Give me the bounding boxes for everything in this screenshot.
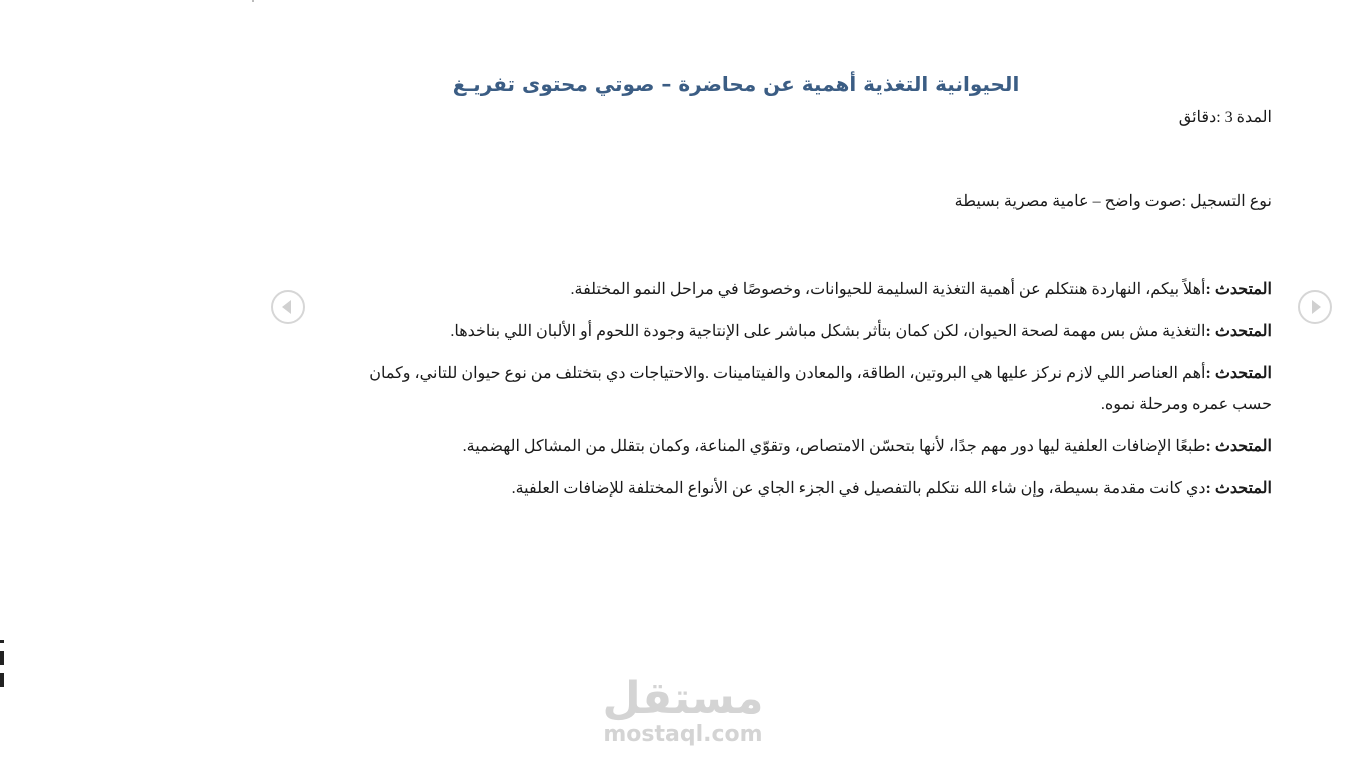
watermark-arabic: مستقل — [602, 673, 764, 724]
transcript-line — [350, 358, 1272, 420]
document-title: الحيوانية التغذية أهمية عن محاضرة – صوتي محتوى تفريـغ — [452, 72, 1020, 96]
speaker-label: المتحدث : — [1205, 480, 1272, 497]
duration-line: المدة 3 :دقائق — [1178, 109, 1272, 126]
next-slide-button[interactable] — [1298, 290, 1332, 324]
speaker-label: المتحدث : — [1205, 365, 1272, 382]
previous-slide-button[interactable] — [271, 290, 305, 324]
edge-marks — [0, 640, 5, 695]
transcript-text: دي كانت مقدمة بسيطة، وإن شاء الله نتكلم بالتفصيل في الجزء الجاي عن الأنواع المختلفة للإضافات العلفية. — [511, 480, 1206, 497]
watermark-latin: mostaql.com — [603, 722, 763, 747]
transcript-line — [350, 473, 1272, 504]
transcript-text: التغذية مش بس مهمة لصحة الحيوان، لكن كمان بتأثر بشكل مباشر على الإنتاجية وجودة اللحوم أو الألبان اللي بناخدها. — [450, 323, 1206, 340]
edge-mark — [0, 651, 4, 665]
transcript-line — [350, 431, 1272, 462]
speaker-label: المتحدث : — [1205, 438, 1272, 455]
speaker-label: المتحدث : — [1205, 323, 1272, 340]
chevron-left-icon — [282, 300, 291, 314]
document-content — [350, 68, 1272, 515]
edge-mark — [0, 640, 4, 643]
transcript-text: أهلاً بيكم، النهاردة هنتكلم عن أهمية التغذية السليمة للحيوانات، وخصوصًا في مراحل النمو المختلفة. — [570, 281, 1206, 298]
transcript-text: طبعًا الإضافات العلفية ليها دور مهم جدًا، لأنها بتحسّن الامتصاص، وتقوّي المناعة، وكمان بتقلل من المشاكل الهضمية. — [462, 438, 1206, 455]
transcript — [350, 274, 1272, 504]
speaker-label: المتحدث : — [1205, 281, 1272, 298]
transcript-line — [350, 316, 1272, 347]
edge-tick — [252, 0, 254, 2]
transcript-text: أهم العناصر اللي لازم نركز عليها هي البروتين، الطاقة، والمعادن والفيتامينات .والاحتياجات دي بتختلف من نوع حيوان للتاني، وكمان حسب عمره ومرحلة نموه. — [369, 365, 1272, 413]
chevron-right-icon — [1312, 300, 1321, 314]
transcript-line — [350, 274, 1272, 305]
edge-mark — [0, 673, 4, 687]
recording-type-line: نوع التسجيل :صوت واضح – عامية مصرية بسيطة — [954, 193, 1272, 210]
mostaql-watermark — [590, 672, 776, 746]
